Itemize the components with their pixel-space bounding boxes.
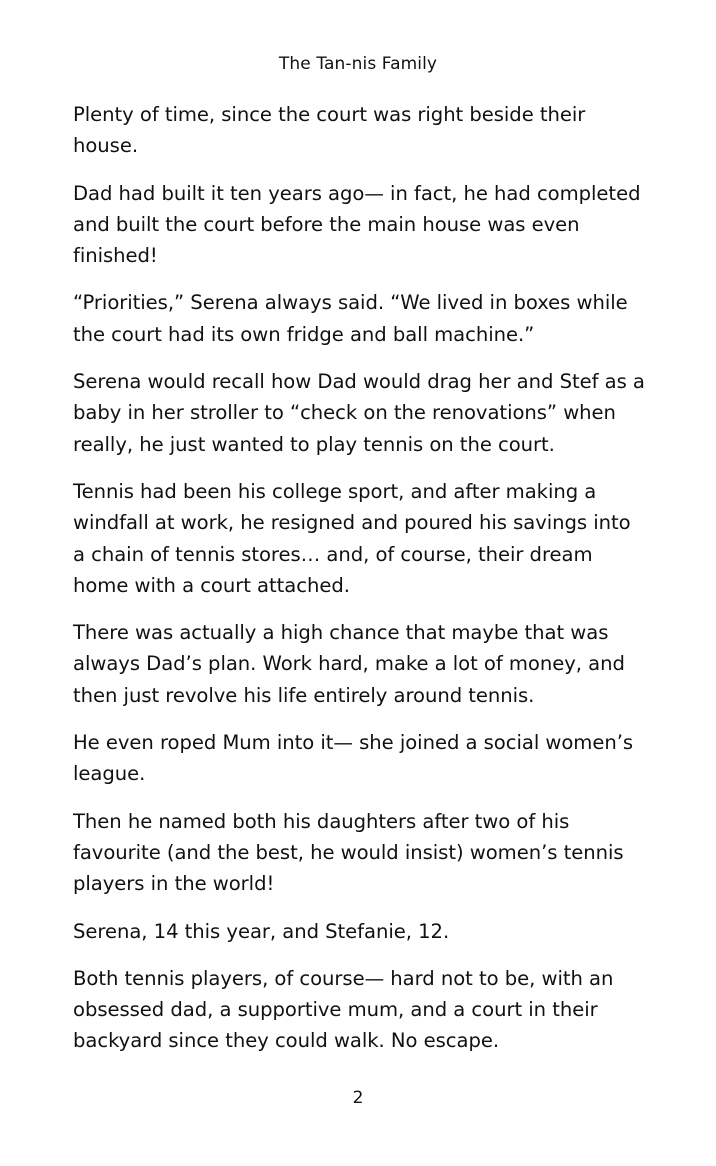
paragraph: He even roped Mum into it— she joined a social women’s league. [73,731,634,786]
body-text [73,99,648,1073]
paragraph: There was actually a high chance that maybe that was always Dad’s plan. Work hard, make a lot of money, and then just revolve his life entirely around tennis. [73,621,625,707]
paragraph: “Priorities,” Serena always said. “We lived in boxes while the court had its own fridge and ball machine.” [73,291,628,346]
page-number: 2 [352,1088,364,1108]
paragraph: Plenty of time, since the court was right beside their house. [73,103,586,158]
paragraph: Tennis had been his college sport, and after making a windfall at work, he resigned and poured his savings into a chain of tennis stores… and, of course, their dream home with a court attached. [73,479,631,597]
running-header-title: The Tan-nis Family [278,54,438,74]
paragraph: Serena would recall how Dad would drag her and Stef as a baby in her stroller to “check on the renovations” when really, he just wanted to play tennis on the court. [73,370,645,456]
paragraph: Then he named both his daughters after two of his favourite (and the best, he would insist) women’s tennis players in the world! [73,809,624,896]
paragraph: Both tennis players, of course— hard not to be, with an obsessed dad, a supportive mum, and a court in their backyard since they could walk. No escape. [73,966,614,1053]
paragraph: Serena, 14 this year, and Stefanie, 12. [73,919,450,943]
paragraph: Dad had built it ten years ago— in fact, he had completed and built the court before the main house was even finished! [73,181,641,268]
